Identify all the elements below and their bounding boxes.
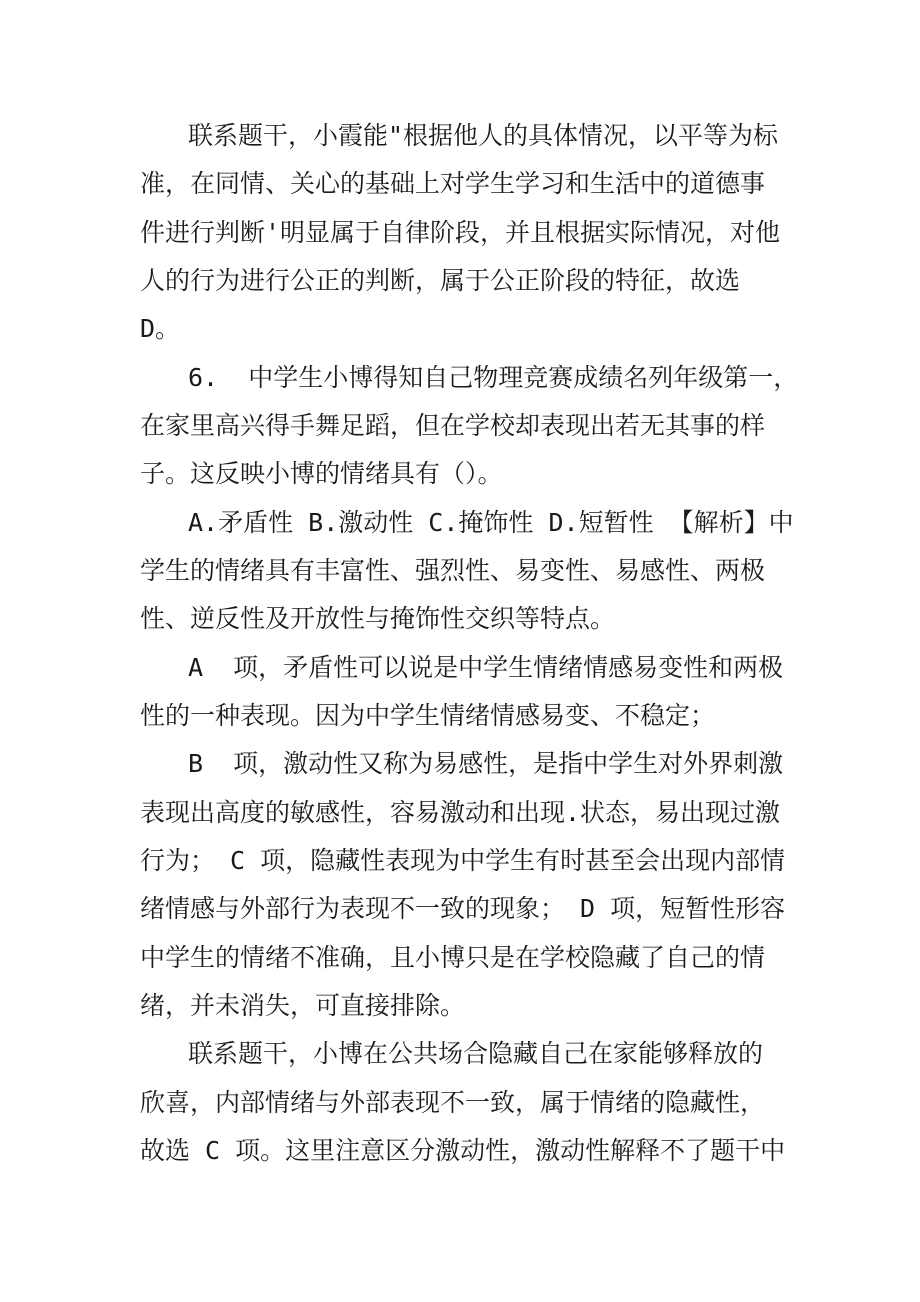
text-line: D。: [140, 314, 181, 343]
question-stem: 6. 中学生小博得知自己物理竞赛成绩名列年级第一，: [188, 363, 799, 392]
text-line: 联系题干，小霞能"根据他人的具体情况，以平等为标: [188, 121, 779, 150]
answer-options: A.矛盾性 B.激动性 C.掩饰性 D.短暂性 【解析】中: [188, 508, 794, 537]
text-line: 在家里高兴得手舞足蹈，但在学校却表现出若无其事的样: [140, 411, 766, 440]
text-line: 行为； C 项，隐藏性表现为中学生有时甚至会出现内部情: [140, 846, 786, 875]
text-line: 子。这反映小博的情绪具有（）。: [140, 459, 503, 488]
text-line: 联系题干，小博在公共场合隐藏自己在家能够释放的: [188, 1039, 764, 1068]
text-line: B 项，激动性又称为易感性，是指中学生对外界刺激: [188, 749, 784, 778]
text-line: 绪，并未消失，可直接排除。: [140, 991, 466, 1020]
text-line: 绪情感与外部行为表现不一致的现象； D 项，短暂性形容: [140, 894, 786, 923]
text-line: 性的一种表现。因为中学生情绪情感易变、不稳定；: [140, 701, 716, 730]
text-line: 准，在同情、关心的基础上对学生学习和生活中的道德事: [140, 169, 766, 198]
text-line: 人的行为进行公正的判断，属于公正阶段的特征，故选: [140, 266, 741, 295]
text-line: 欣喜，内部情绪与外部表现不一致，属于情绪的隐藏性，: [140, 1088, 766, 1117]
text-line: A 项，矛盾性可以说是中学生情绪情感易变性和两极: [188, 653, 784, 682]
text-line: 件进行判断'明显属于自律阶段，并且根据实际情况，对他: [140, 218, 781, 247]
text-line: 学生的情绪具有丰富性、强烈性、易变性、易感性、两极: [140, 556, 766, 585]
text-line: 性、逆反性及开放性与掩饰性交织等特点。: [140, 604, 616, 633]
text-line: 故选 C 项。这里注意区分激动性，激动性解释不了题干中: [140, 1136, 786, 1165]
text-line: 表现出高度的敏感性，容易激动和出现.状态，易出现过激: [140, 798, 781, 827]
text-line: 中学生的情绪不准确，且小博只是在学校隐藏了自己的情: [140, 943, 766, 972]
